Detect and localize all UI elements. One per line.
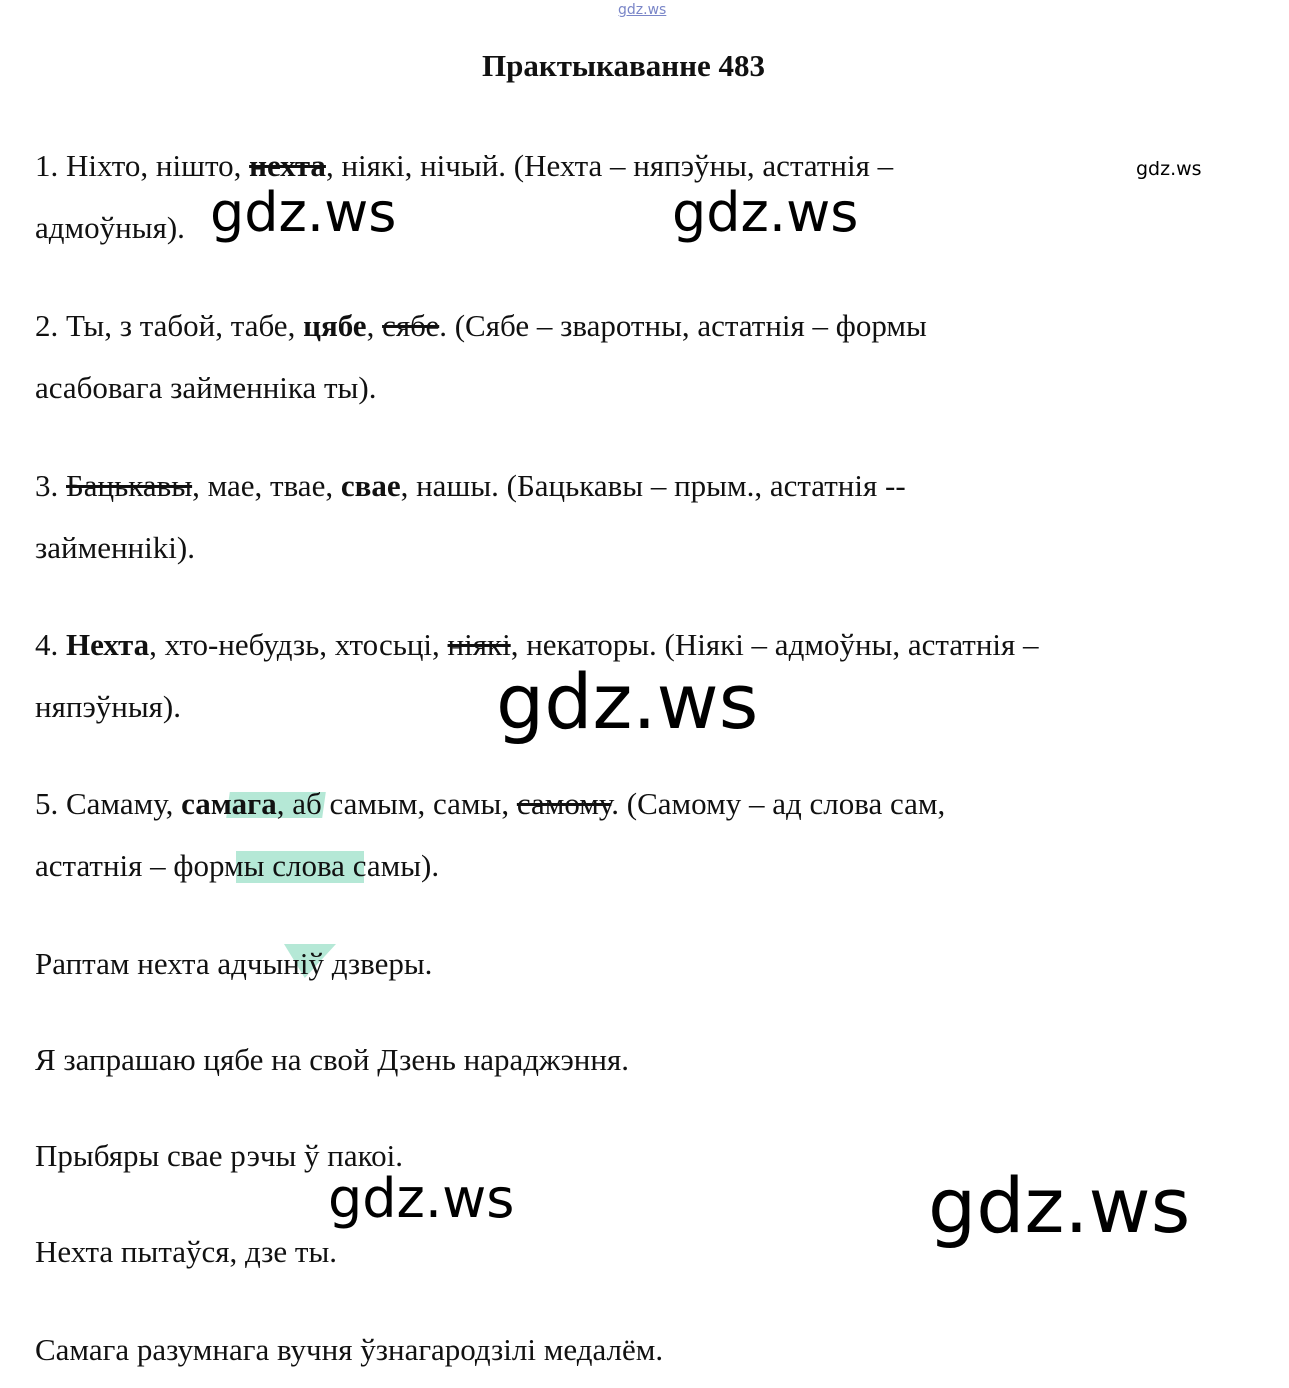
item-1-line-1 bbox=[35, 150, 893, 181]
page-title: Практыкаванне 483 bbox=[481, 48, 765, 83]
text-segment: Бацькавы bbox=[66, 468, 193, 503]
item-4-line-1 bbox=[35, 629, 1039, 660]
text-segment: адмоўныя). bbox=[35, 210, 185, 245]
item-5-line-1 bbox=[35, 788, 945, 819]
text-segment: , хто-небудзь, хтосьці, bbox=[149, 627, 448, 662]
watermark-mid: gdz.ws bbox=[672, 181, 859, 244]
text-segment: няпэўныя). bbox=[35, 689, 181, 724]
text-segment: , bbox=[366, 308, 383, 343]
text-segment: . (Сябе – зваротны, астатнія – формы bbox=[439, 308, 927, 343]
item-2-line-1 bbox=[35, 310, 927, 341]
item-1-line-2 bbox=[35, 212, 185, 243]
text-segment: 2. Ты, з табой, табе, bbox=[35, 308, 304, 343]
watermark-small: gdz.ws bbox=[1136, 158, 1202, 180]
sentence-2: Я запрашаю цябе на свой Дзень нараджэння. bbox=[35, 1042, 629, 1077]
watermark-large: gdz.ws bbox=[496, 657, 759, 746]
item-2-line-2 bbox=[35, 372, 376, 403]
text-segment: нехта bbox=[249, 148, 326, 183]
item-4-line-2 bbox=[35, 691, 181, 722]
sentence-5: Самага разумнага вучня ўзнагародзілі медалём. bbox=[35, 1332, 664, 1367]
text-segment: сябе bbox=[382, 308, 440, 343]
text-segment: самому bbox=[516, 786, 612, 821]
text-segment: асабовага займенніка ты). bbox=[35, 370, 377, 405]
item-5-line-2 bbox=[35, 850, 439, 881]
text-segment: ніякі bbox=[447, 627, 511, 662]
text-segment: 3. bbox=[35, 468, 66, 503]
watermark-top-link[interactable]: gdz.ws bbox=[618, 2, 667, 18]
watermark-mid: gdz.ws bbox=[328, 1167, 515, 1230]
text-segment: 4. bbox=[35, 627, 66, 662]
text-segment: Нехта bbox=[66, 627, 150, 662]
sentence-4: Нехта пытаўся, дзе ты. bbox=[35, 1234, 338, 1269]
watermark-large: gdz.ws bbox=[928, 1161, 1191, 1250]
text-segment: астатнія – формы слова самы). bbox=[35, 848, 440, 883]
text-segment: займенніki). bbox=[35, 530, 195, 565]
sentence-3: Прыбяры свае рэчы ў пакоі. bbox=[35, 1138, 404, 1173]
text-segment: цябе bbox=[303, 308, 367, 343]
text-segment: 5. Самаму, bbox=[35, 786, 182, 821]
text-segment: , нашы. (Бацькавы – прым., астатнія -- bbox=[400, 468, 906, 503]
text-segment: , мае, твае, bbox=[192, 468, 341, 503]
text-segment: , ніякі, нічый. (Нехта – няпэўны, астатнія – bbox=[325, 148, 894, 183]
text-segment: , аб самым, самы, bbox=[276, 786, 517, 821]
sentence-1: Раптам нехта адчыніў дзверы. bbox=[35, 946, 433, 981]
text-segment: 1. Ніхто, нішто, bbox=[35, 148, 250, 183]
item-3-line-2 bbox=[35, 532, 195, 563]
text-segment: самага bbox=[181, 786, 277, 821]
watermark-mid: gdz.ws bbox=[210, 181, 397, 244]
text-segment: , некаторы. (Ніякі – адмоўны, астатнія – bbox=[510, 627, 1039, 662]
text-segment: свае bbox=[340, 468, 401, 503]
text-segment: . (Самому – ад слова сам, bbox=[611, 786, 946, 821]
item-3-line-1 bbox=[35, 470, 906, 501]
